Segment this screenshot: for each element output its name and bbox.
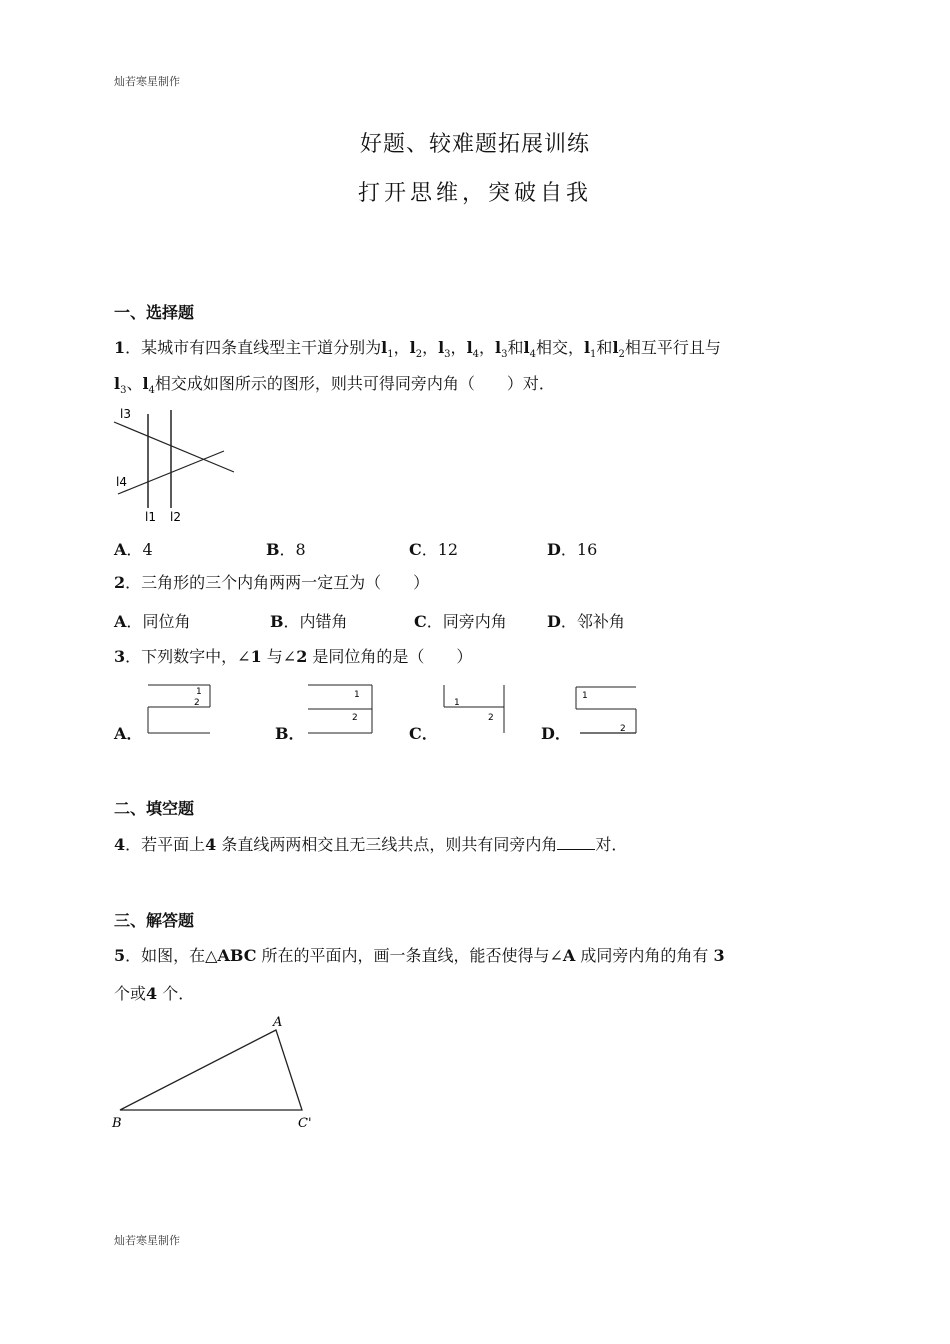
page-header: 灿若寒星制作 bbox=[114, 75, 180, 88]
triangle-abc bbox=[120, 1030, 302, 1110]
triangle-figure bbox=[110, 1012, 325, 1134]
q3-figure-b bbox=[306, 683, 378, 737]
section-choice-heading: 一、选择题 bbox=[114, 303, 195, 322]
svg-text:1: 1 bbox=[582, 691, 588, 701]
label-l2: l2 bbox=[170, 510, 181, 524]
page-subtitle: 打开思维，突破自我 bbox=[357, 181, 592, 206]
q2-option-a: A．同位角 bbox=[114, 612, 191, 631]
section-answer-heading: 三、解答题 bbox=[114, 911, 195, 930]
q1-option-c: C．12 bbox=[409, 540, 459, 559]
svg-text:2: 2 bbox=[488, 713, 494, 723]
svg-text:1: 1 bbox=[354, 690, 360, 700]
q1-option-b: B．8 bbox=[266, 540, 306, 559]
vertex-a-label: A bbox=[273, 1015, 283, 1030]
svg-text:2: 2 bbox=[620, 724, 626, 734]
q1-option-a: A．4 bbox=[114, 540, 153, 559]
label-l1: l1 bbox=[145, 510, 156, 524]
question-1-figure bbox=[112, 404, 242, 526]
q3-option-c: C． bbox=[409, 724, 438, 743]
svg-text:2: 2 bbox=[194, 698, 200, 708]
label-l3: l3 bbox=[120, 407, 131, 421]
q3-figure-d bbox=[572, 683, 642, 737]
q1-option-d: D．16 bbox=[547, 540, 598, 559]
section-fill-heading: 二、填空题 bbox=[114, 799, 195, 818]
question-number: 1 bbox=[114, 338, 126, 357]
answer-blank[interactable] bbox=[557, 833, 595, 850]
question-3: 3．下列数字中，∠1 与∠2 是同位角的是（ ） bbox=[114, 647, 473, 666]
q3-figure-a bbox=[146, 683, 216, 737]
q3-option-d: D． bbox=[541, 724, 571, 743]
question-2: 2．三角形的三个内角两两一定互为（ ） bbox=[114, 573, 430, 592]
svg-text:1: 1 bbox=[196, 687, 202, 697]
question-5-line-1: 5．如图，在△ABC 所在的平面内，画一条直线，能否使得与∠A 成同旁内角的角有 3 bbox=[114, 946, 725, 965]
vertex-b-label: B bbox=[112, 1116, 122, 1131]
q2-option-b: B．内错角 bbox=[270, 612, 348, 631]
line-l3 bbox=[114, 422, 234, 472]
page-title: 好题、较难题拓展训练 bbox=[359, 132, 590, 157]
q3-option-b: B． bbox=[275, 724, 305, 743]
question-1-line-1: 1．某城市有四条直线型主干道分别为$l_1$，$l_2$，$l_3$，$l_4$，$l_3$和$l_4$相交，$l_1$和$l_2$相互平行且与 bbox=[114, 338, 721, 361]
svg-text:1: 1 bbox=[454, 698, 460, 708]
label-l4: l4 bbox=[116, 475, 127, 489]
question-1-line-2: $l_3$、$l_4$相交成如图所示的图形，则共可得同旁内角（ ）对． bbox=[114, 374, 555, 397]
question-5-line-2: 个或4 个． bbox=[114, 984, 195, 1003]
page-footer: 灿若寒星制作 bbox=[114, 1234, 180, 1247]
vertex-c-label: C' bbox=[298, 1116, 312, 1131]
question-4: 4．若平面上4 条直线两两相交且无三线共点，则共有同旁内角 对． bbox=[114, 835, 628, 854]
svg-text:2: 2 bbox=[352, 713, 358, 723]
q2-option-c: C．同旁内角 bbox=[414, 612, 507, 631]
q3-figure-c bbox=[440, 683, 510, 737]
q2-option-d: D．邻补角 bbox=[547, 612, 625, 631]
q3-option-a: A． bbox=[114, 724, 143, 743]
